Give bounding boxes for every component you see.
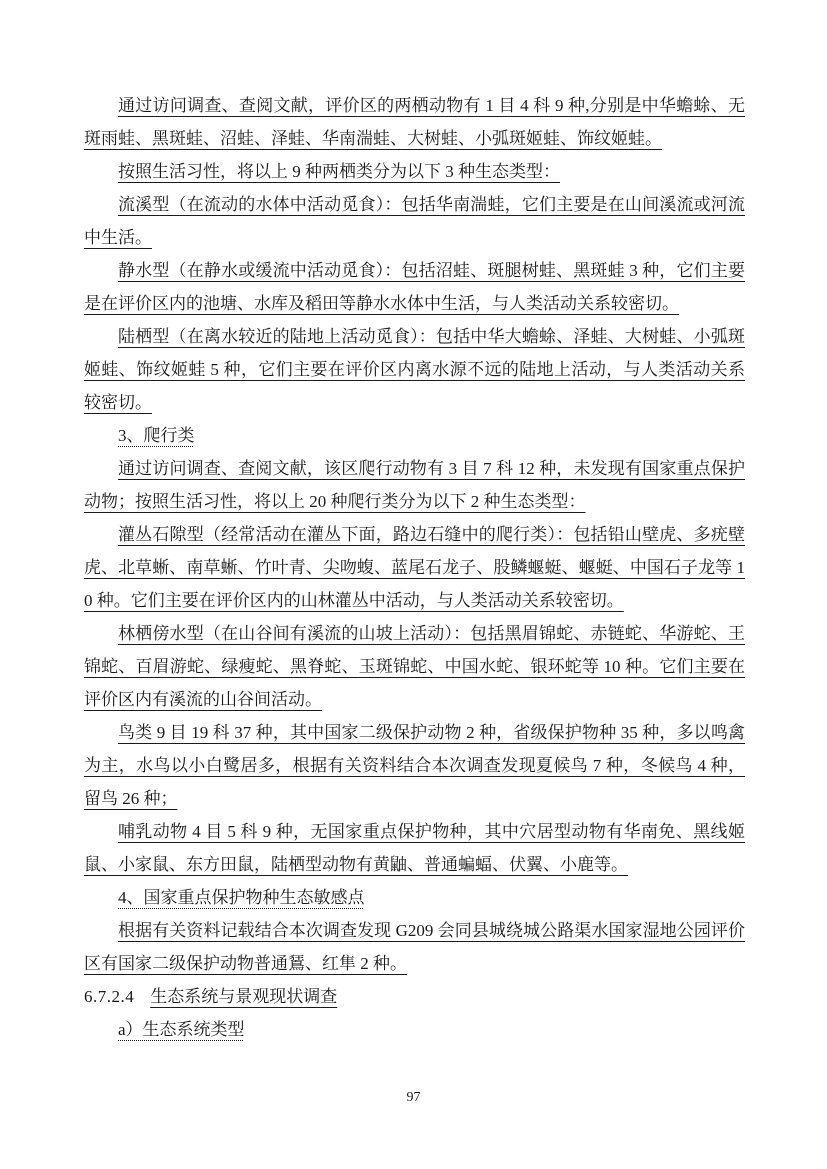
page-body	[84, 89, 745, 1046]
subsection-heading: a）生态系统类型	[118, 1020, 245, 1039]
paragraph: 陆栖型（在离水较近的陆地上活动觅食）：包括中华大蟾蜍、泽蛙、大树蛙、小弧斑姬蛙、饰纹姬蛙 5 种，它们主要在评价区内离水源不远的陆地上活动，与人类活动关系较密切。	[84, 327, 745, 412]
paragraph: 通过访问调查、查阅文献，评价区的两栖动物有 1 目 4 科 9 种,分别是中华蟾蜍、无斑雨蛙、黑斑蛙、沼蛙、泽蛙、华南湍蛙、大树蛙、小弧斑姬蛙、饰纹姬蛙。	[84, 96, 745, 148]
paragraph: 通过访问调查、查阅文献，该区爬行动物有 3 目 7 科 12 种，未发现有国家重点保护动物；按照生活习性，将以上 20 种爬行类分为以下 2 种生态类型：	[84, 459, 745, 511]
numbered-heading: 3、爬行类	[118, 426, 195, 445]
paragraph: 静水型（在静水或缓流中活动觅食）：包括沼蛙、斑腿树蛙、黑斑蛙 3 种，它们主要是在评价区内的池塘、水库及稻田等静水水体中生活，与人类活动关系较密切。	[84, 261, 745, 313]
paragraph: 流溪型（在流动的水体中活动觅食）：包括华南湍蛙，它们主要是在山间溪流或河流中生活。	[84, 195, 745, 247]
paragraph: 林栖傍水型（在山谷间有溪流的山坡上活动）：包括黑眉锦蛇、赤链蛇、华游蛇、王锦蛇、百眉游蛇、绿瘦蛇、黑脊蛇、玉斑锦蛇、中国水蛇、银环蛇等 10 种。它们主要在评价区内有溪流的山谷间活动。	[84, 624, 745, 709]
paragraph: 按照生活习性，将以上 9 种两栖类分为以下 3 种生态类型：	[118, 162, 560, 181]
section-heading	[84, 980, 745, 1013]
page-footer	[0, 1088, 827, 1108]
section-title: 生态系统与景观现状调查	[150, 987, 338, 1006]
paragraph: 哺乳动物 4 目 5 科 9 种，无国家重点保护物种，其中穴居型动物有华南免、黑线姬鼠、小家鼠、东方田鼠，陆栖型动物有黄鼬、普通蝙蝠、伏翼、小鹿等。	[84, 822, 745, 874]
paragraph: 根据有关资料记载结合本次调查发现 G209 会同县城绕城公路渠水国家湿地公园评价区有国家二级保护动物普通鵟、红隼 2 种。	[84, 921, 745, 973]
numbered-heading: 4、国家重点保护物种生态敏感点	[118, 888, 365, 907]
paragraph: 灌丛石隙型（经常活动在灌丛下面，路边石缝中的爬行类）：包括铅山壁虎、多疣壁虎、北草蜥、南草蜥、竹叶青、尖吻蝮、蓝尾石龙子、股鳞蝘蜓、蝘蜓、中国石子龙等 10 种。它们主要在评价区内的山林灌丛中活动，与人类活动关系较密切。	[84, 525, 745, 610]
paragraph: 鸟类 9 目 19 科 37 种，其中国家二级保护动物 2 种，省级保护物种 35 种，多以鸣禽为主，水鸟以小白鹭居多，根据有关资料结合本次调查发现夏候鸟 7 种，冬候鸟 4 种，留鸟 26 种；	[84, 723, 745, 808]
section-number: 6.7.2.4	[84, 987, 135, 1006]
page-number: 97	[406, 1090, 421, 1105]
